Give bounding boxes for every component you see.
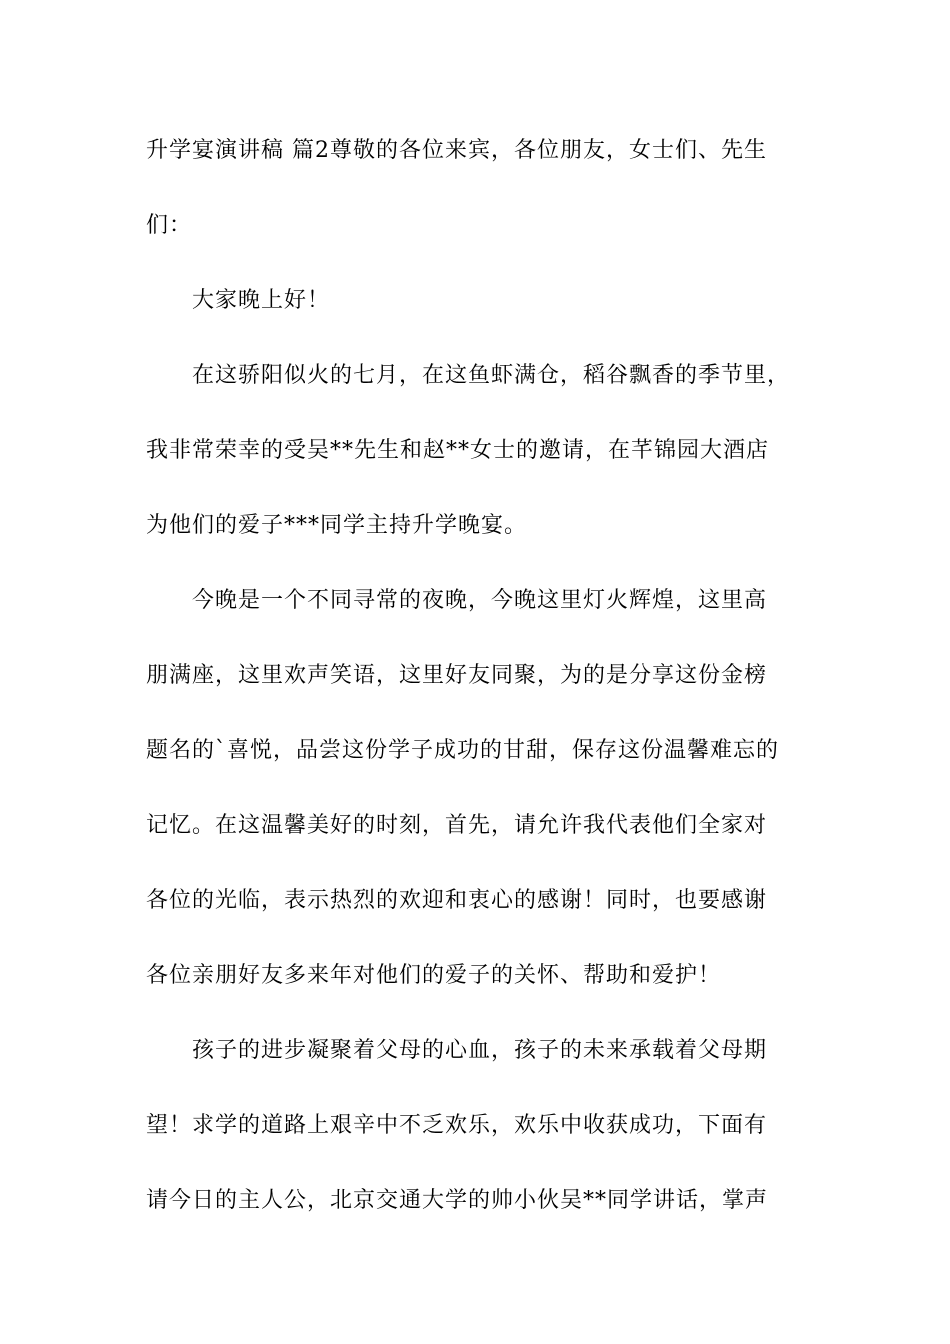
text-line: 升学宴演讲稿 篇2尊敬的各位来宾，各位朋友，女士们、先生	[146, 138, 767, 163]
text-line: 题名的`喜悦，品尝这份学子成功的甘甜，保存这份温馨难忘的	[146, 738, 780, 763]
text-line: 今晚是一个不同寻常的夜晚，今晚这里灯火辉煌，这里高	[192, 588, 768, 613]
text-line: 孩子的进步凝聚着父母的心血，孩子的未来承载着父母期	[192, 1038, 768, 1063]
text-line: 大家晚上好！	[192, 288, 331, 313]
text-line: 各位的光临，表示热烈的欢迎和衷心的感谢！同时，也要感谢	[146, 888, 768, 913]
text-line: 请今日的主人公，北京交通大学的帅小伙吴**同学讲话，掌声	[146, 1188, 769, 1213]
text-line: 记忆。在这温馨美好的时刻，首先，请允许我代表他们全家对	[146, 813, 768, 838]
text-line: 各位亲朋好友多来年对他们的爱子的关怀、帮助和爱护！	[146, 963, 722, 988]
text-line: 朋满座，这里欢声笑语，这里好友同聚，为的是分享这份金榜	[146, 663, 768, 688]
text-line: 们：	[146, 213, 193, 238]
text-line: 我非常荣幸的受吴**先生和赵**女士的邀请，在芊锦园大酒店	[146, 438, 770, 463]
text-line: 在这骄阳似火的七月，在这鱼虾满仓，稻谷飘香的季节里，	[192, 363, 791, 388]
text-line: 望！求学的道路上艰辛中不乏欢乐，欢乐中收获成功，下面有	[146, 1113, 768, 1138]
text-line: 为他们的爱子***同学主持升学晚宴。	[146, 513, 528, 538]
